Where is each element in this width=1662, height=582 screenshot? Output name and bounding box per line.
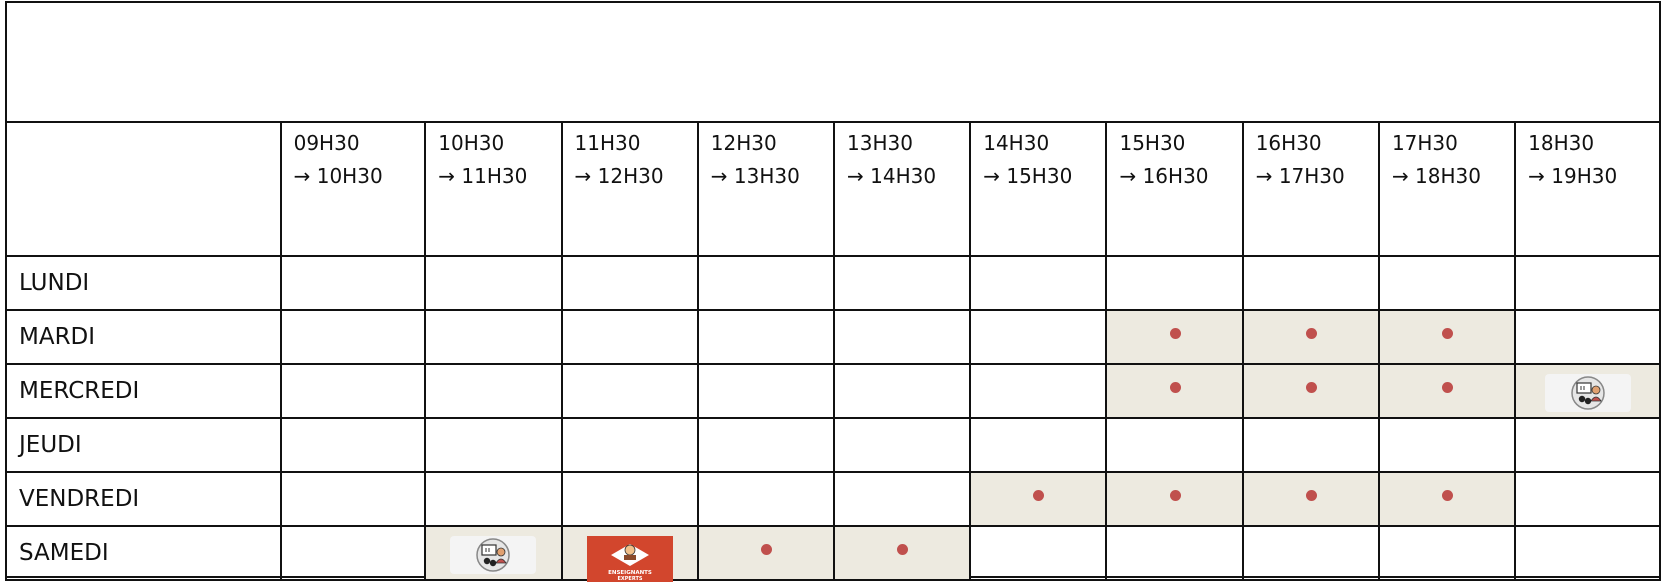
available-dot [1170, 382, 1181, 393]
slot-start: 18H30 [1528, 131, 1595, 155]
slot-end: → 16H30 [1119, 164, 1209, 188]
slot-end: → 19H30 [1528, 164, 1618, 188]
schedule-cell[interactable] [834, 310, 970, 364]
day-row-vendredi [6, 472, 1660, 526]
available-dot [1170, 490, 1181, 501]
slot-start: 10H30 [438, 131, 505, 155]
time-slot-header [698, 122, 834, 256]
day-row-lundi [6, 256, 1660, 310]
schedule-cell[interactable] [834, 256, 970, 310]
schedule-cell[interactable] [1515, 364, 1660, 418]
slot-end: → 17H30 [1255, 164, 1345, 188]
time-slot-header [425, 122, 561, 256]
schedule-cell[interactable] [1515, 256, 1660, 310]
slot-start: 17H30 [1391, 131, 1458, 155]
schedule-cell[interactable] [562, 364, 698, 418]
day-row-mardi [6, 310, 1660, 364]
time-slot-header [281, 122, 426, 256]
schedule-cell[interactable] [970, 472, 1106, 526]
enseignants-experts-logo [587, 536, 673, 582]
schedule-cell[interactable] [281, 526, 426, 580]
schedule-cell[interactable] [970, 526, 1106, 580]
day-label: MERCREDI [6, 364, 281, 418]
schedule-cell[interactable] [425, 310, 561, 364]
schedule-cell[interactable] [698, 418, 834, 472]
schedule-cell[interactable] [1379, 472, 1515, 526]
slot-end: → 10H30 [293, 164, 383, 188]
schedule-cell[interactable] [281, 418, 426, 472]
time-slot-header [1106, 122, 1242, 256]
schedule-cell[interactable] [1106, 310, 1242, 364]
schedule-cell[interactable] [1243, 256, 1379, 310]
header-row [6, 122, 1660, 256]
day-row-samedi [6, 526, 1660, 580]
schedule-cell[interactable] [281, 310, 426, 364]
day-label: VENDREDI [6, 472, 281, 526]
time-slot-header [1243, 122, 1379, 256]
day-row-mercredi [6, 364, 1660, 418]
weekly-schedule-table [5, 121, 1661, 581]
corner-cell [6, 122, 281, 256]
schedule-cell[interactable] [698, 310, 834, 364]
schedule-cell[interactable] [425, 472, 561, 526]
schedule-cell[interactable] [1243, 310, 1379, 364]
schedule-cell[interactable] [970, 256, 1106, 310]
svg-text:EXPERTS: EXPERTS [617, 576, 643, 582]
slot-end: → 13H30 [710, 164, 800, 188]
schedule-cell[interactable] [1515, 418, 1660, 472]
schedule-cell[interactable] [1243, 418, 1379, 472]
schedule-cell[interactable] [834, 364, 970, 418]
time-slot-header [970, 122, 1106, 256]
slot-end: → 15H30 [983, 164, 1073, 188]
schedule-cell[interactable] [698, 256, 834, 310]
available-dot [1442, 328, 1453, 339]
available-dot [761, 544, 772, 555]
slot-start: 13H30 [847, 131, 913, 155]
slot-end: → 14H30 [847, 164, 937, 188]
schedule-cell[interactable] [1515, 310, 1660, 364]
schedule-cell[interactable] [970, 364, 1106, 418]
schedule-cell[interactable] [1106, 472, 1242, 526]
day-row-jeudi [6, 418, 1660, 472]
available-dot [897, 544, 908, 555]
schedule-cell[interactable] [281, 364, 426, 418]
schedule-cell[interactable] [281, 472, 426, 526]
schedule-cell[interactable] [1379, 418, 1515, 472]
schedule-cell[interactable] [281, 256, 426, 310]
schedule-cell[interactable] [698, 472, 834, 526]
schedule-cell[interactable] [1379, 364, 1515, 418]
schedule-cell[interactable] [425, 418, 561, 472]
schedule-cell[interactable] [698, 526, 834, 580]
slot-start: 16H30 [1255, 131, 1322, 155]
slot-start: 09H30 [293, 131, 360, 155]
available-dot [1442, 490, 1453, 501]
available-dot [1033, 490, 1044, 501]
schedule-cell[interactable] [834, 472, 970, 526]
schedule-cell[interactable] [970, 310, 1106, 364]
day-label: MARDI [6, 310, 281, 364]
day-label: LUNDI [6, 256, 281, 310]
schedule-cell[interactable] [562, 310, 698, 364]
available-dot [1306, 490, 1317, 501]
schedule-cell[interactable] [425, 526, 561, 580]
available-dot [1306, 328, 1317, 339]
schedule-cell[interactable] [1515, 526, 1660, 580]
schedule-cell[interactable] [834, 418, 970, 472]
schedule-cell[interactable] [1106, 526, 1242, 580]
schedule-cell[interactable] [425, 364, 561, 418]
schedule-cell[interactable] [1379, 310, 1515, 364]
schedule-cell[interactable] [562, 256, 698, 310]
schedule-cell[interactable] [562, 418, 698, 472]
available-dot [1306, 382, 1317, 393]
schedule-cell[interactable] [1379, 256, 1515, 310]
slot-end: → 18H30 [1391, 164, 1481, 188]
slot-start: 12H30 [710, 131, 777, 155]
available-dot [1442, 382, 1453, 393]
schedule-cell[interactable] [1106, 418, 1242, 472]
day-label: SAMEDI [6, 526, 281, 580]
schedule-cell[interactable] [1106, 364, 1242, 418]
slot-end: → 11H30 [438, 164, 528, 188]
day-label: JEUDI [6, 418, 281, 472]
schedule-cell[interactable] [1379, 526, 1515, 580]
time-slot-header [1515, 122, 1660, 256]
slot-start: 15H30 [1119, 131, 1186, 155]
schedule-cell[interactable] [1106, 256, 1242, 310]
schedule-cell[interactable] [562, 472, 698, 526]
slot-start: 14H30 [983, 131, 1050, 155]
teacher-video-call-icon [1545, 374, 1631, 412]
available-dot [1170, 328, 1181, 339]
svg-text:ENSEIGNANTS: ENSEIGNANTS [607, 570, 652, 576]
time-slot-header [562, 122, 698, 256]
slot-start: 11H30 [574, 131, 641, 155]
schedule-cell[interactable] [425, 256, 561, 310]
schedule-cell[interactable] [1243, 364, 1379, 418]
schedule-cell[interactable] [562, 526, 698, 580]
schedule-cell[interactable] [1243, 526, 1379, 580]
teacher-video-call-icon [450, 536, 536, 574]
schedule-cell[interactable] [1243, 472, 1379, 526]
time-slot-header [834, 122, 970, 256]
schedule-cell[interactable] [970, 418, 1106, 472]
time-slot-header [1379, 122, 1515, 256]
schedule-cell[interactable] [698, 364, 834, 418]
schedule-cell[interactable] [1515, 472, 1660, 526]
schedule-cell[interactable] [834, 526, 970, 580]
slot-end: → 12H30 [574, 164, 664, 188]
